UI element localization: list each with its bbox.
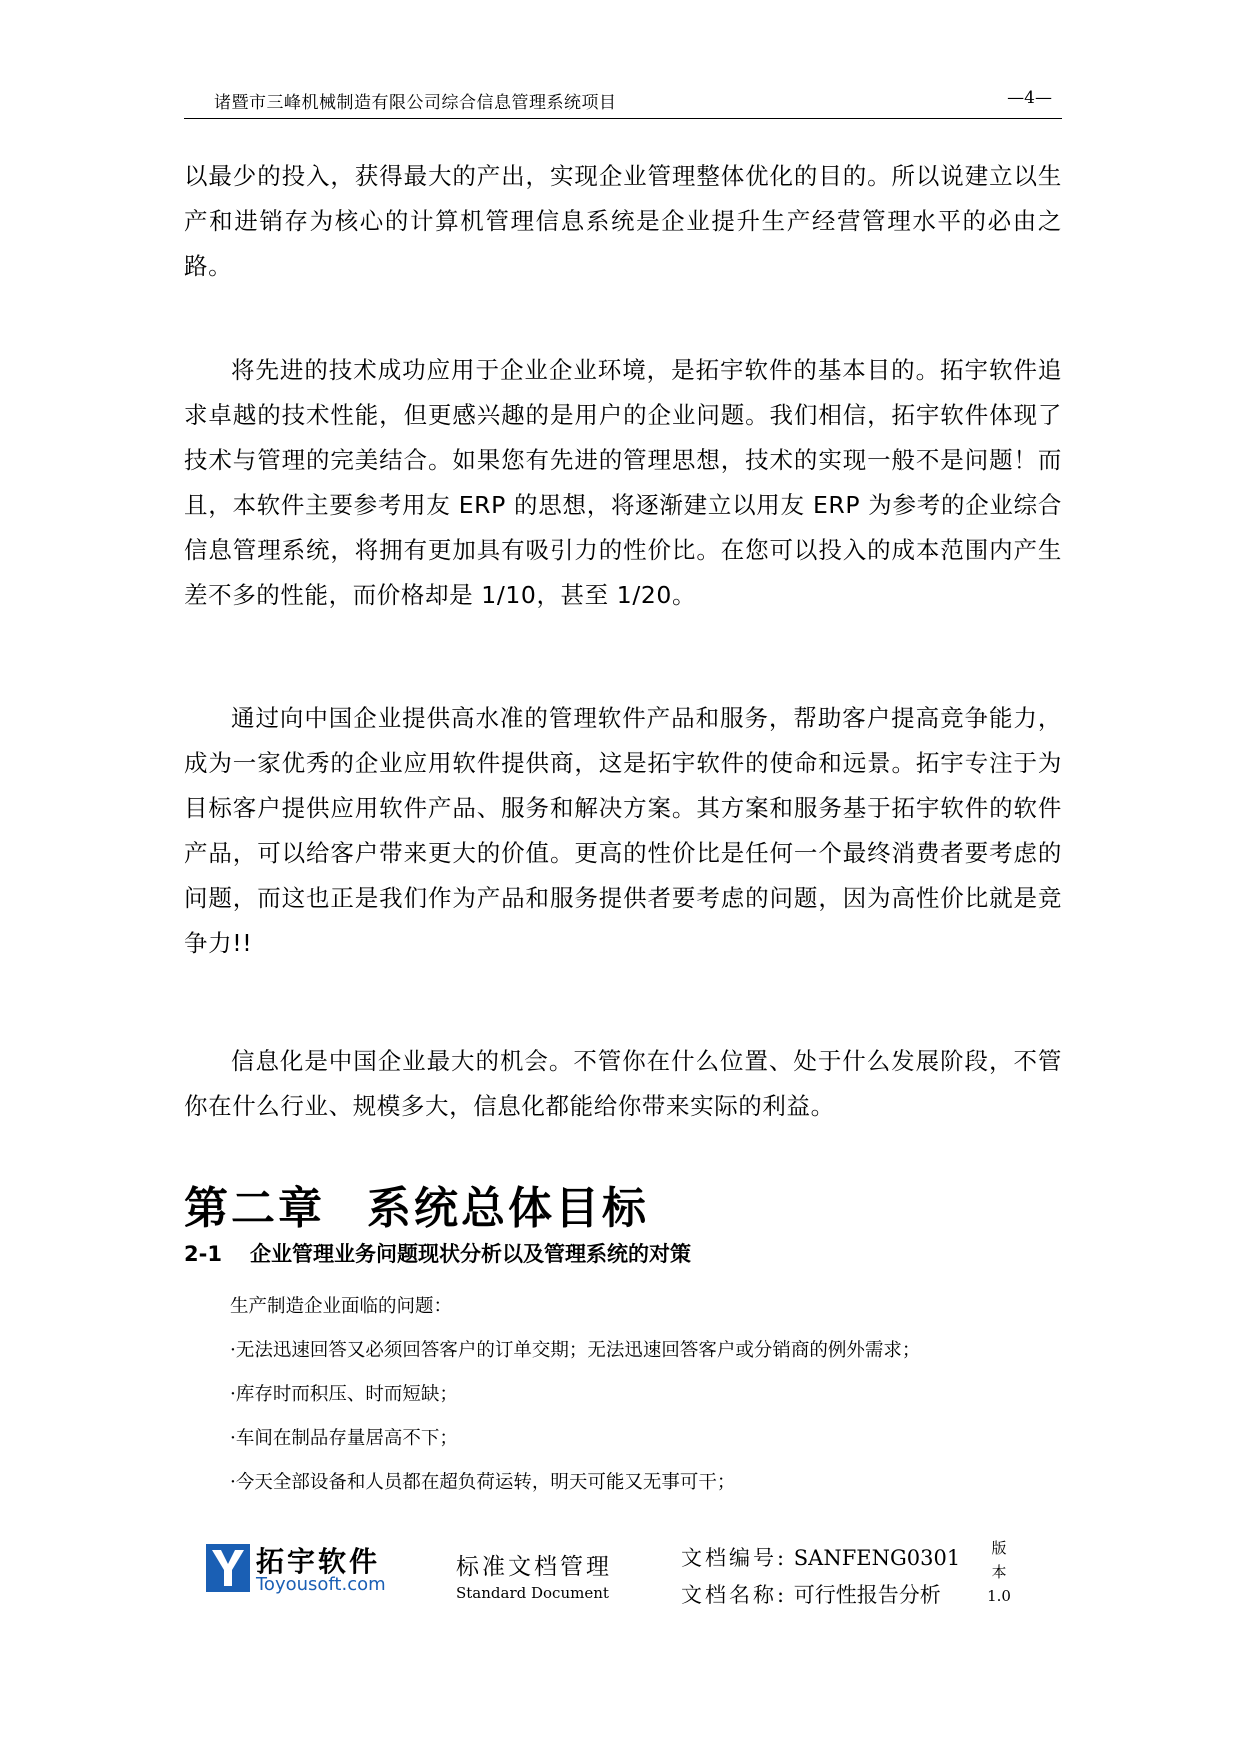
paragraph-1 [184, 154, 1062, 289]
logo-url: Toyousoft.com [256, 1574, 386, 1595]
paragraph-4 [184, 1039, 1062, 1129]
chapter-heading [184, 1172, 649, 1236]
section-title: 企业管理业务问题现状分析以及管理系统的对策 [250, 1242, 691, 1266]
doc-name-value: 可行性报告分析 [793, 1583, 941, 1607]
list-intro: 生产制造企业面临的问题： [230, 1296, 453, 1317]
page-number: —4— [1007, 88, 1052, 108]
standard-doc-cn: 标准文档管理 [456, 1554, 612, 1580]
header-title: 诸暨市三峰机械制造有限公司综合信息管理系统项目 [214, 93, 617, 113]
chapter-number: 第二章 [184, 1183, 325, 1234]
logo-name: 拓宇软件 [256, 1545, 381, 1578]
paragraph-text: 以最少的投入，获得最大的产出，实现企业管理整体优化的目的。所以说建立以生产和进销存为核心的计算机管理信息系统是企业提升生产经营管理水平的必由之路。 [184, 162, 1062, 280]
doc-number-value: SANFENG0301 [793, 1546, 961, 1570]
standard-doc-en: Standard Document [456, 1584, 609, 1602]
page-header [184, 84, 1062, 119]
page-footer [206, 1536, 1062, 1626]
list-item: ·车间在制品存量居高不下； [230, 1428, 458, 1449]
doc-number-row [681, 1540, 960, 1577]
section-heading [184, 1238, 691, 1268]
version-value: 1.0 [987, 1587, 1011, 1605]
paragraph-3 [184, 696, 1062, 966]
version-label-1: 版 [991, 1539, 1007, 1557]
doc-name-label: 文档名称: [681, 1583, 788, 1607]
paragraph-text: 信息化是中国企业最大的机会。不管你在什么位置、处于什么发展阶段，不管你在什么行业、规模多大，信息化都能给你带来实际的利益。 [184, 1047, 1062, 1120]
company-logo [206, 1544, 406, 1604]
doc-number-label: 文档编号: [681, 1546, 788, 1570]
doc-meta [681, 1540, 960, 1614]
list-item: ·今天全部设备和人员都在超负荷运转，明天可能又无事可干； [230, 1472, 736, 1493]
chapter-title: 系统总体目标 [367, 1183, 649, 1234]
paragraph-text: 通过向中国企业提供高水准的管理软件产品和服务，帮助客户提高竞争能力，成为一家优秀的企业应用软件提供商，这是拓宇软件的使命和远景。拓宇专注于为目标客户提供应用软件产品、服务和解决方案。其方案和服务基于拓宇软件的软件产品，可以给客户带来更大的价值。更高的性价比是任何一个最终消费者要考虑的问题，而这也正是我们作为产品和服务提供者要考虑的问题，因为高性价比就是竞争力!! [184, 704, 1062, 957]
list-item: ·无法迅速回答又必须回答客户的订单交期；无法迅速回答客户或分销商的例外需求； [230, 1340, 921, 1361]
paragraph-text: 将先进的技术成功应用于企业企业环境，是拓宇软件的基本目的。拓宇软件追求卓越的技术性能，但更感兴趣的是用户的企业问题。我们相信，拓宇软件体现了技术与管理的完美结合。如果您有先进的管理思想，技术的实现一般不是问题！而且，本软件主要参考用友 ERP 的思想，将逐渐建立以用友 ERP 为参考的企业综合信息管理系统，将拥有更加具有吸引力的性价比。在您可以投入的成本范围内产生差不多的性能，而价格却是 1/10，甚至 1/20。 [184, 356, 1062, 609]
section-number: 2-1 [184, 1242, 222, 1266]
doc-name-row [681, 1577, 960, 1614]
y-logo-icon [206, 1544, 250, 1592]
paragraph-2 [184, 348, 1062, 618]
problem-list [230, 1285, 920, 1505]
list-item: ·库存时而积压、时而短缺； [230, 1384, 458, 1405]
version-label-2: 本 [991, 1563, 1007, 1581]
version-block [986, 1536, 1012, 1608]
